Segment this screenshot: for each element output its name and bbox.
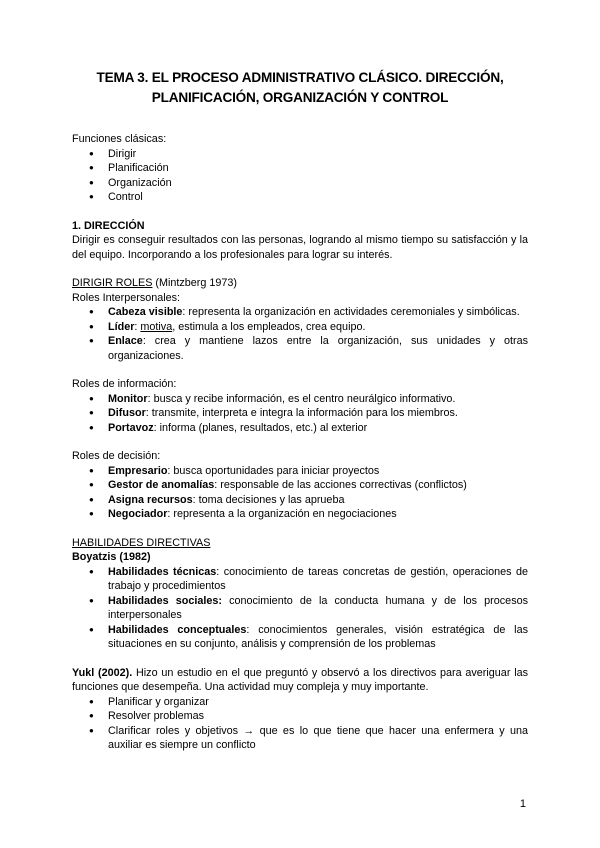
roles-heading-source: (Mintzberg 1973): [152, 277, 238, 289]
underlined-word: motiva: [140, 320, 173, 333]
habilidades-heading: HABILIDADES DIRECTIVAS: [72, 536, 211, 549]
roles-interpersonales-list: [72, 305, 528, 363]
boyatzis-label: Boyatzis (1982): [72, 551, 151, 563]
yukl-list: [72, 695, 528, 753]
direccion-text: Dirigir es conseguir resultados con las personas, logrando al mismo tiempo su satisfacción y la del equipo. Incorporando a los profesionales para lograr su interés.: [72, 234, 528, 261]
yukl-citation: Yukl (2002).: [72, 666, 133, 679]
list-item: [108, 320, 528, 335]
list-item: ● Resolver problemas: [108, 709, 528, 724]
description: : responsable de las acciones correctivas (conflictos): [214, 479, 467, 491]
list-item: [108, 406, 528, 421]
term: Gestor de anomalías: [108, 479, 215, 491]
description: : informa (planes, resultados, etc.) al exterior: [153, 421, 368, 434]
roles-informacion-label: Roles de información:: [72, 378, 177, 390]
list-item: [108, 478, 528, 493]
term: Portavoz: [108, 421, 154, 434]
term: Empresario: [108, 464, 168, 477]
roles-informacion-list: [72, 392, 528, 436]
term: Líder: [108, 320, 135, 333]
list-item: ● Planificar y organizar: [108, 695, 528, 710]
list-item: ● Organización: [108, 176, 528, 191]
description: : representa la organización en actividades ceremoniales y simbólicas.: [182, 306, 520, 318]
term: Asigna recursos: [108, 493, 193, 506]
description: : crea y mantiene lazos entre la organización, sus unidades y otras organizaciones.: [108, 335, 528, 362]
description: : busca oportunidades para iniciar proyectos: [167, 464, 380, 477]
funciones-label: Funciones clásicas:: [72, 133, 167, 145]
yukl-text: Hizo un estudio en el que preguntó y observó a los directivos para averiguar las funciones que desempeña. Una actividad muy compleja y muy importante.: [72, 666, 528, 693]
term: Difusor: [108, 407, 146, 419]
roles-interpersonales-label: Roles Interpersonales:: [72, 291, 181, 304]
list-item: [108, 392, 528, 407]
roles-decision-list: [72, 464, 528, 522]
term: Enlace: [108, 335, 143, 347]
description: : busca y recibe información, es el centro neurálgico informativo.: [147, 392, 456, 405]
list-item: [108, 594, 528, 623]
funciones-list: [72, 147, 528, 205]
list-item: [108, 334, 528, 363]
description: : transmite, interpreta e integra la información para los miembros.: [145, 407, 458, 419]
document-page: [72, 68, 528, 753]
roles-decision-label: Roles de decisión:: [72, 450, 161, 462]
description: : toma decisiones y las aprueba: [192, 493, 345, 506]
term: Habilidades conceptuales: [108, 623, 247, 636]
page-number: 1: [519, 798, 526, 810]
habilidades-list: [72, 565, 528, 652]
roles-heading: [72, 276, 528, 291]
roles-heading-underlined: DIRIGIR ROLES: [72, 277, 153, 289]
description: , estimula a los empleados, crea equipo.: [172, 320, 366, 333]
term: Cabeza visible: [108, 306, 183, 318]
list-item: ● Planificación: [108, 161, 528, 176]
yukl-paragraph: [72, 666, 528, 695]
list-item: [108, 623, 528, 652]
term: Negociador: [108, 508, 168, 520]
page-title: TEMA 3. EL PROCESO ADMINISTRATIVO CLÁSICO. DIRECCIÓN, PLANIFICACIÓN, ORGANIZACIÓN Y CONTROL: [96, 70, 504, 105]
list-item: [108, 493, 528, 508]
list-item: [108, 421, 528, 436]
list-item: [108, 565, 528, 594]
list-item: [108, 507, 528, 522]
description: : representa a la organización en negociaciones: [167, 508, 397, 520]
description: : conocimientos generales, visión estratégica de las situaciones en su conjunto, análisis y comprensión de los problemas: [108, 623, 528, 650]
description: conocimiento de la conducta humana y de los procesos interpersonales: [108, 594, 528, 621]
term: Habilidades técnicas: [108, 565, 217, 578]
list-item: ● Clarificar roles y objetivos → que es lo que tiene que hacer una enfermera y una auxiliar es siempre un conflicto: [108, 724, 528, 753]
direccion-heading: 1. DIRECCIÓN: [72, 219, 145, 232]
list-item: ● Control: [108, 190, 528, 205]
term: Habilidades sociales:: [108, 594, 222, 607]
separator: :: [134, 320, 141, 333]
list-item: ● Dirigir: [108, 147, 528, 162]
list-item: [108, 464, 528, 479]
description: : conocimiento de tareas concretas de gestión, operaciones de trabajo y procedimientos: [108, 565, 528, 592]
list-item: [108, 305, 528, 320]
term: Monitor: [108, 392, 148, 405]
